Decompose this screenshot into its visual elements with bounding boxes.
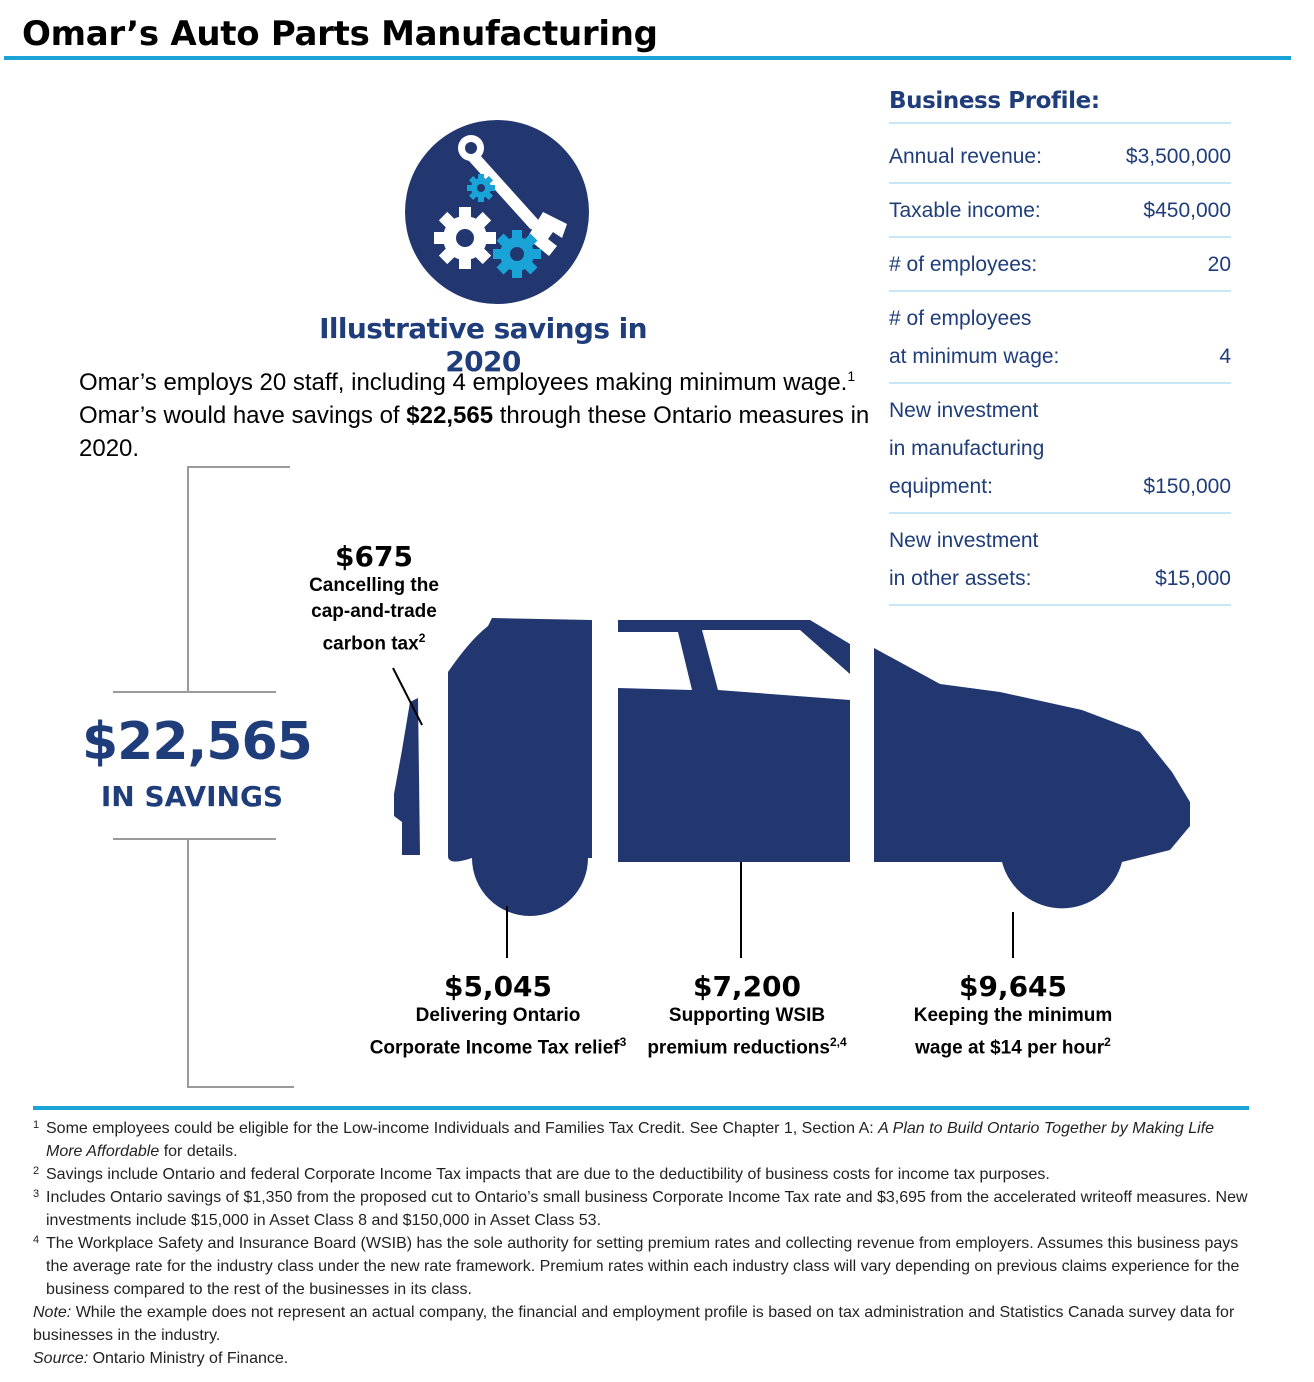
callout-description bbox=[896, 1003, 1130, 1061]
profile-row bbox=[889, 184, 1231, 238]
profile-label: New investment in other assets: bbox=[889, 529, 1039, 590]
page-title: Omar’s Auto Parts Manufacturing bbox=[22, 14, 658, 54]
footnote-italic-title: A Plan to Build Ontario Together by Making Life More Affordable bbox=[46, 1120, 1215, 1160]
bracket-line bbox=[187, 1086, 294, 1088]
footnote-ref: 3 bbox=[619, 1035, 627, 1049]
callout-leader-line bbox=[1012, 912, 1014, 958]
source-text: Ontario Ministry of Finance. bbox=[88, 1350, 289, 1367]
callout-description bbox=[632, 1003, 862, 1061]
profile-value: $450,000 bbox=[1143, 199, 1231, 222]
footnote-rule bbox=[33, 1106, 1249, 1110]
callout-wsib bbox=[632, 970, 862, 1061]
intro-paragraph bbox=[79, 360, 889, 465]
profile-label: # of employees: bbox=[889, 253, 1038, 276]
footnote-number: 1 bbox=[33, 1119, 40, 1131]
profile-value: $15,000 bbox=[1155, 567, 1231, 590]
callout-carbon-tax bbox=[294, 540, 454, 657]
profile-row bbox=[889, 130, 1231, 184]
profile-value: 20 bbox=[1207, 253, 1231, 276]
footnote-number: 2 bbox=[33, 1165, 40, 1177]
callout-leader-line bbox=[740, 862, 742, 958]
footnote-ref: 2,4 bbox=[829, 1035, 847, 1049]
total-savings-amount: $22,565 bbox=[82, 712, 312, 772]
bracket-line bbox=[113, 691, 276, 693]
footnote-2 bbox=[33, 1163, 1249, 1186]
footnote-3 bbox=[33, 1186, 1249, 1232]
callout-description-text: Cancelling the cap-and-trade carbon tax bbox=[309, 575, 439, 655]
profile-label: New investment in manufacturing equipment: bbox=[889, 399, 1045, 498]
bracket-line bbox=[187, 840, 189, 1088]
intro-text-1: Omar’s employs 20 staff, including 4 employees making minimum wage. bbox=[79, 369, 848, 396]
callout-corporate-income-tax bbox=[360, 970, 636, 1061]
profile-label: Taxable income: bbox=[889, 199, 1041, 222]
callout-description bbox=[294, 573, 454, 657]
callout-amount: $7,200 bbox=[692, 970, 802, 1003]
source bbox=[33, 1347, 1249, 1370]
intro-amount: $22,565 bbox=[406, 402, 494, 429]
callout-description-text: Delivering Ontario Corporate Income Tax relief bbox=[369, 1005, 620, 1059]
callout-description-text: Supporting WSIB premium reductions bbox=[647, 1005, 830, 1059]
intro-footnote-ref: 1 bbox=[847, 368, 856, 384]
tools-gears-icon bbox=[405, 120, 589, 304]
callout-amount: $5,045 bbox=[443, 970, 553, 1003]
callout-description bbox=[360, 1003, 636, 1061]
profile-row bbox=[889, 292, 1231, 384]
profile-label: Annual revenue: bbox=[889, 145, 1042, 168]
profile-label: # of employees at minimum wage: bbox=[889, 307, 1060, 368]
footnote-text: The Workplace Safety and Insurance Board (WSIB) has the sole authority for setting premium rates and collecting revenue from employers. Assumes this business pays the average rate for the industry class under the new rate framework. Premium rates within each industry class will vary depending on previous claims experience for the business compared to the rest of the businesses in its class. bbox=[46, 1235, 1240, 1298]
callout-minimum-wage bbox=[896, 970, 1130, 1061]
footnote-text: Includes Ontario savings of $1,350 from the proposed cut to Ontario’s small business Corporate Income Tax rate and $3,695 from the accelerated writeoff measures. New investments include $15,000 in Asset Class 8 and $150,000 in Asset Class 53. bbox=[46, 1189, 1248, 1229]
profile-value: $3,500,000 bbox=[1125, 145, 1231, 168]
bracket-line bbox=[113, 838, 276, 840]
footnote-number: 4 bbox=[33, 1234, 40, 1246]
footnote-1 bbox=[33, 1117, 1249, 1163]
car-illustration bbox=[380, 580, 1210, 920]
callout-amount: $9,645 bbox=[958, 970, 1068, 1003]
total-savings-label: IN SAVINGS bbox=[100, 780, 284, 813]
intro-text-3: through these Ontario measures in 2020. bbox=[79, 402, 870, 462]
note bbox=[33, 1301, 1249, 1347]
footnote-ref: 2 bbox=[1104, 1035, 1111, 1049]
callout-leader-line bbox=[506, 906, 508, 958]
intro-text-2: Omar’s would have savings of bbox=[79, 402, 407, 429]
title-rule bbox=[4, 56, 1291, 60]
section-subtitle: Illustrative savings in 2020 bbox=[319, 312, 647, 378]
profile-row bbox=[889, 384, 1231, 514]
profile-row bbox=[889, 238, 1231, 292]
footnote-4 bbox=[33, 1232, 1249, 1301]
business-profile bbox=[889, 88, 1231, 606]
footnote-ref: 2 bbox=[418, 631, 426, 645]
callout-amount: $675 bbox=[335, 540, 413, 573]
note-text: While the example does not represent an actual company, the financial and employment profile is based on tax administration and Statistics Canada survey data for businesses in the industry. bbox=[33, 1304, 1235, 1344]
note-label: Note: bbox=[33, 1304, 72, 1321]
profile-value: 4 bbox=[1219, 345, 1231, 368]
source-label: Source: bbox=[33, 1350, 89, 1367]
footnotes bbox=[33, 1117, 1249, 1370]
callout-description-text: Keeping the minimum wage at $14 per hour bbox=[913, 1005, 1113, 1059]
profile-value: $150,000 bbox=[1143, 475, 1231, 498]
footnote-text: Savings include Ontario and federal Corporate Income Tax impacts that are due to the deductibility of business costs for income tax purposes. bbox=[46, 1166, 1050, 1183]
footnote-number: 3 bbox=[33, 1188, 40, 1200]
bracket-line bbox=[187, 466, 290, 468]
footnote-body: Some employees could be eligible for the Low-income Individuals and Families Tax Credit. See Chapter 1, Section A: bbox=[46, 1120, 879, 1137]
bracket-line bbox=[187, 466, 189, 692]
business-profile-heading: Business Profile: bbox=[889, 88, 1231, 124]
footnote-text bbox=[46, 1117, 1249, 1163]
footnote-tail: for details. bbox=[159, 1143, 238, 1160]
